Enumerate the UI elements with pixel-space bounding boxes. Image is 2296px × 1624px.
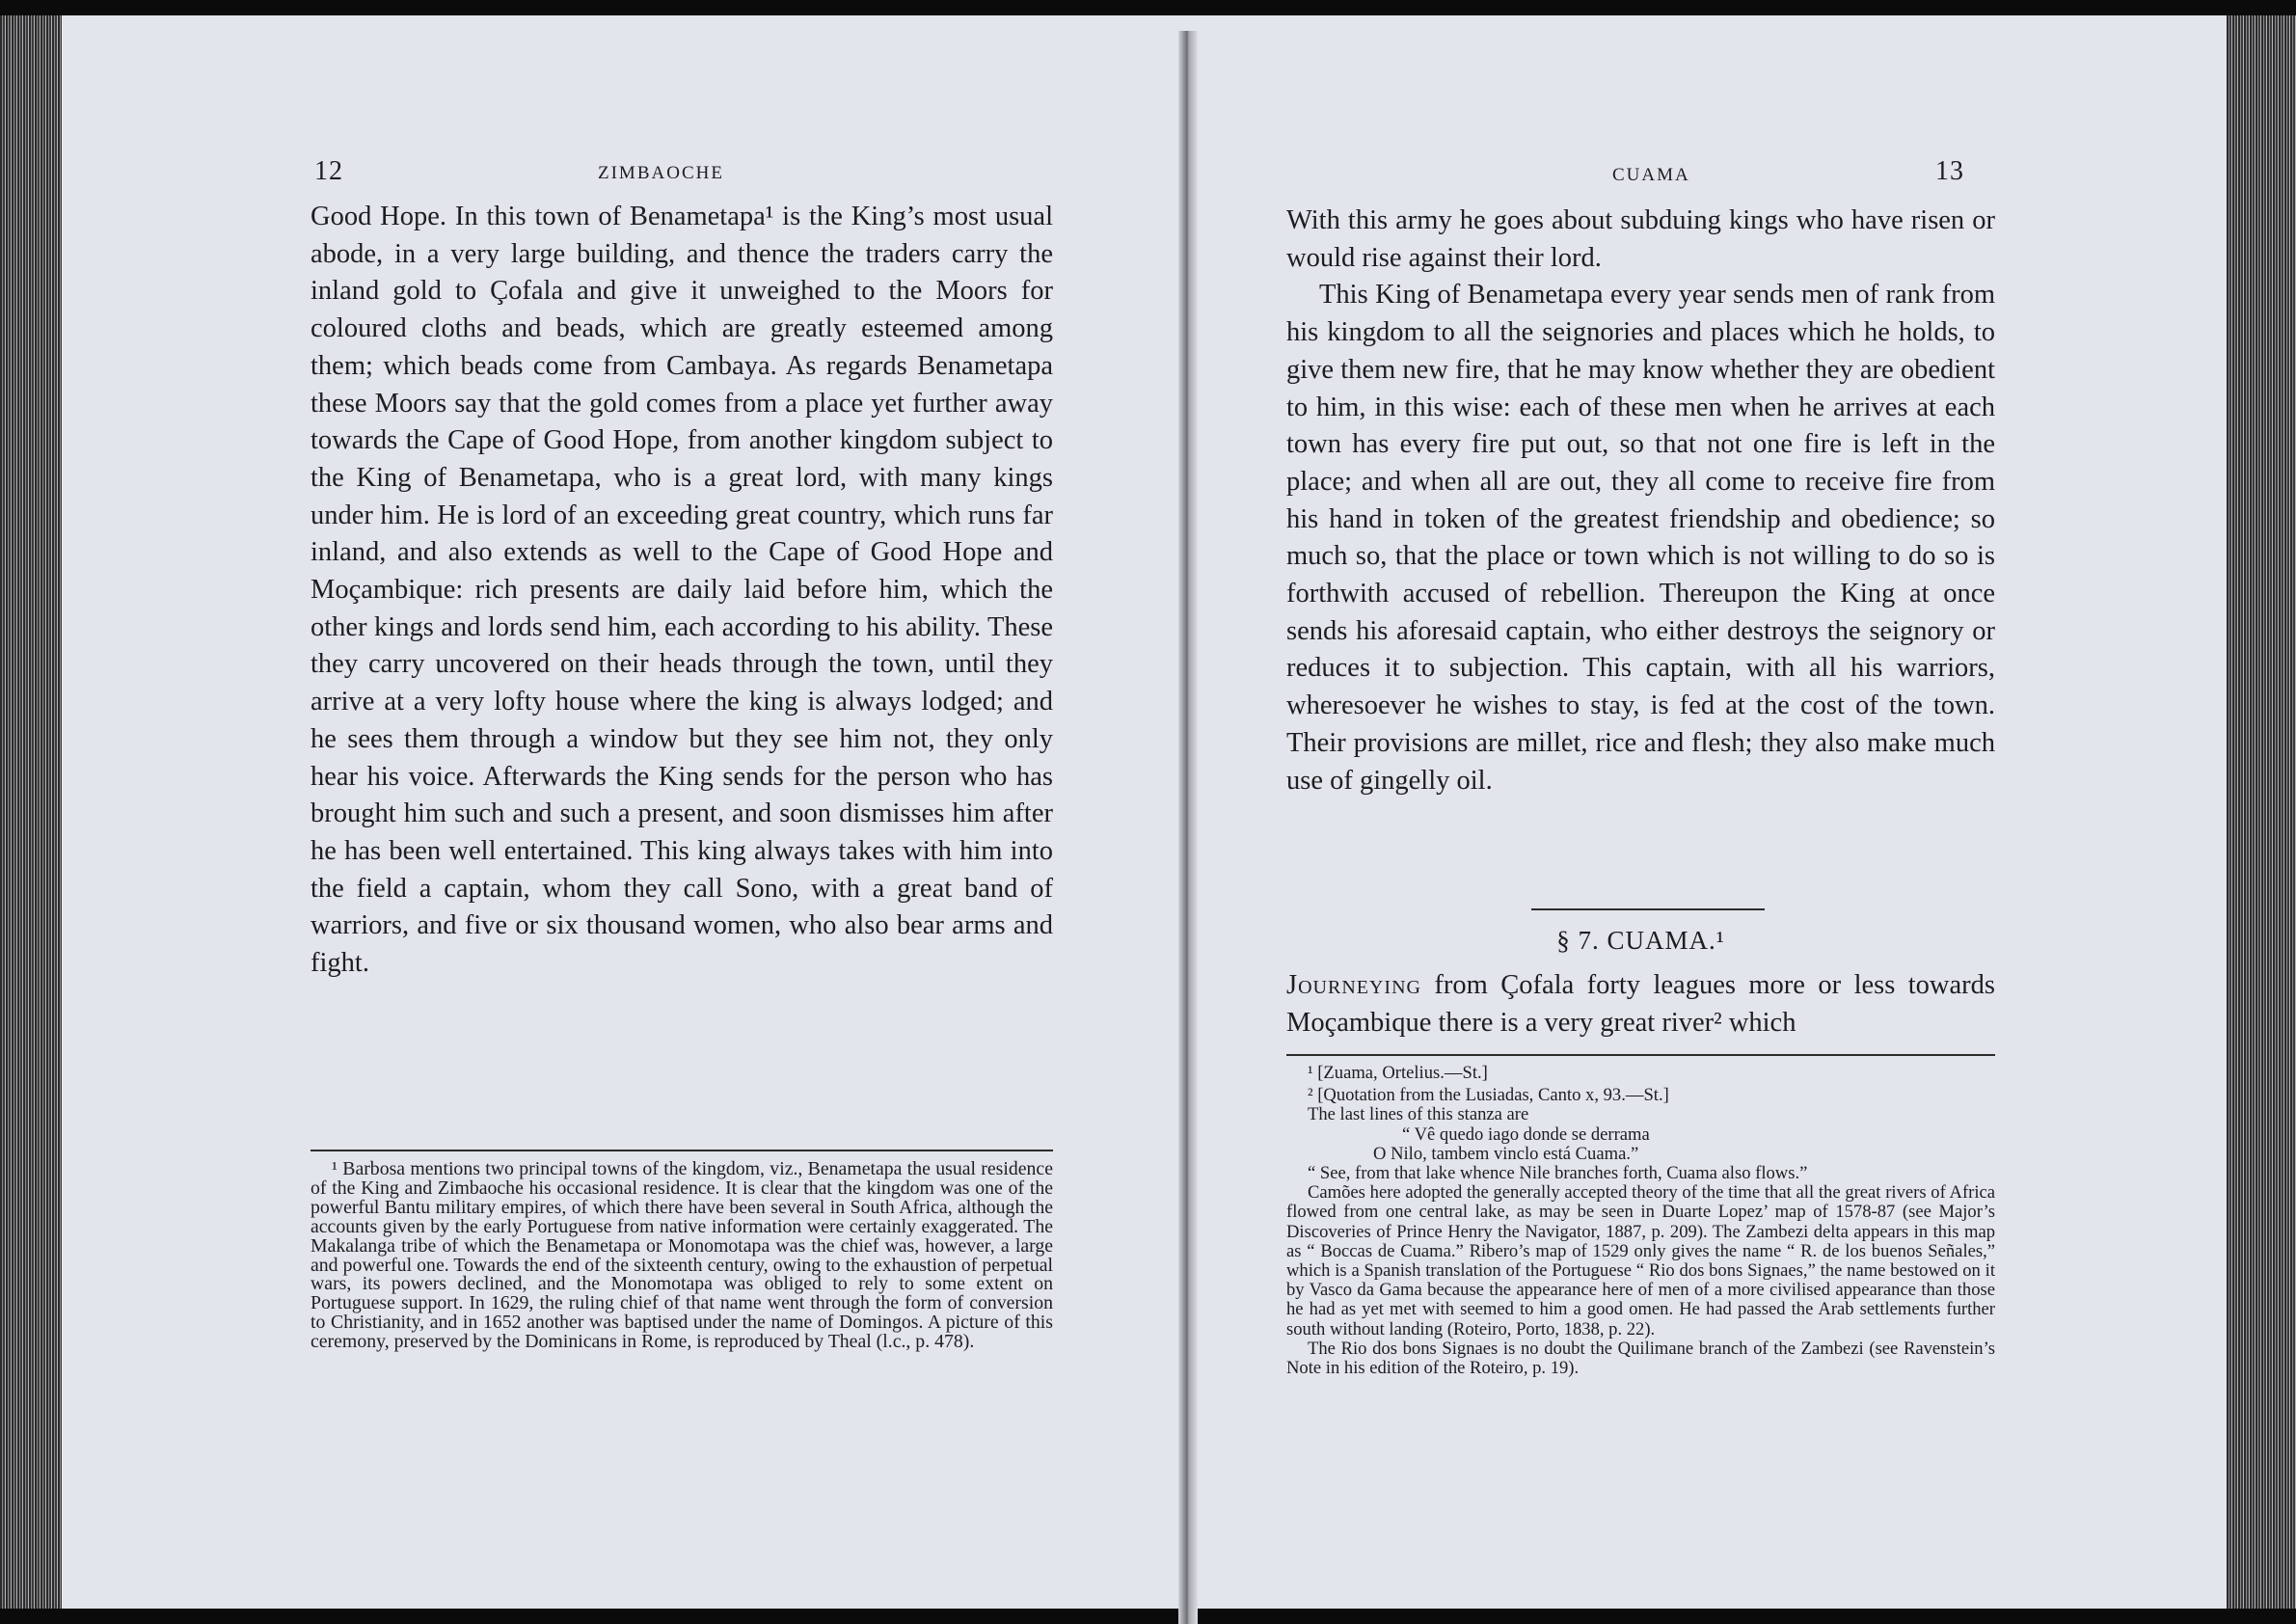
right-footnote-final: The Rio dos bons Signaes is no doubt the Quilimane branch of the Zambezi (see Ravenstein’s Note in his edition of the Roteiro, p. 19). [1286,1338,1995,1379]
right-footnote-2: ² [Quotation from the Lusiadas, Canto x, 93.—St.] [1308,1085,1669,1106]
footnote-rule-right [1286,1054,1995,1056]
section-text [1286,967,1995,1042]
section-first-word: Journeying [1286,970,1421,1000]
book-gutter [1178,31,1198,1624]
footnote-rule-left [311,1150,1053,1151]
right-footnotes [1286,1064,1995,1378]
running-head-left: ZIMBAOCHE [598,163,724,183]
left-footnote-1: ¹ Barbosa mentions two principal towns of the kingdom, viz., Benametapa the usual residence of the King and Zimbaoche his occasional residence. It is clear that the kingdom was one of the powerful Bantu military empires, of which there have been several in South Africa, although the accounts given by the early Portuguese from native information were certainly exaggerated. The Makalanga tribe of which the Benametapa or Monomotapa was the chief was, however, a large and powerful one. Towards the end of the sixteenth century, owing to the exhaustion of perpetual wars, its powers declined, and the Monomotapa was obliged to rely to some extent on Portuguese support. In 1629, the ruling chief of that name went through the form of conversion to Christianity, and in 1652 another was baptised under the name of Domingos. A picture of this ceremony, preserved by the Dominicans in Rome, is reproduced by Theal (l.c., p. 478). [311,1158,1053,1353]
page-edges-right [2227,15,2296,1609]
right-footnote-2-intro: The last lines of this stanza are [1308,1104,1529,1125]
right-paragraph-1: With this army he goes about subduing kings who have risen or would rise against their lord. [1286,205,1995,273]
right-footnote-1: ¹ [Zuama, Ortelius.—St.] [1308,1063,1488,1083]
right-footnote-commentary: Camões here adopted the generally accepted theory of the time that all the great rivers of Africa flowed from one central lake, as may be seen in Duarte Lopez’ map of 1578-87 (see Major’s Discoveries of Prince Henry the Navigator, 1887, p. 209). The Zambezi delta appears in this map as “ Boccas de Cuama.” Ribero’s map of 1529 only gives the name “ R. de los buenos Señales,” which is a Spanish translation of the Portuguese “ Rio dos bons Signaes,” the name bestowed on it by Vasco da Gama because the appearance here of men of a more civilised appearance than those he had as yet met with seemed to him a good omen. He had passed the Arab settlements further south without landing (Roteiro, Porto, 1838, p. 22). [1286,1182,1995,1340]
left-footnotes [311,1160,1053,1352]
page-edges-left [0,15,62,1609]
section-divider [1531,908,1765,910]
page-number-left: 12 [314,156,343,186]
book-spread [37,15,2237,1609]
left-body-text [311,199,1053,983]
right-paragraph-2: This King of Benametapa every year sends men of rank from his kingdom to all the seignories and places which he holds, to give them new fire, that he may know whether they are obedient to him, in this wise: each of these men when he arrives at each town has every fire put out, so that not one fire is left in the place; and when all are out, they all come to receive fire from his hand in token of the greatest friendship and obedience; so much so, that the place or town which is not willing to do so is forthwith accused of rebellion. Thereupon the King at once sends his aforesaid captain, who either destroys the seignory or reduces it to subjection. This captain, with all his warriors, wheresoever he wishes to stay, is fed at the cost of the town. Their provisions are millet, rice and flesh; they also make much use of gingelly oil. [1286,280,1995,796]
stanza-translation: “ See, from that lake whence Nile branches forth, Cuama also flows.” [1308,1163,1808,1184]
page-number-right: 13 [1935,156,1964,186]
running-head-right: CUAMA [1612,165,1690,185]
left-body-paragraph: Good Hope. In this town of Benametapa¹ is the King’s most usual abode, in a very large building, and thence the traders carry the inland gold to Çofala and give it unweighed to the Moors for coloured cloths and beads, which are greatly esteemed among them; which beads come from Cambaya. As regards Benametapa these Moors say that the gold comes from a place yet further away towards the Cape of Good Hope, from another kingdom subject to the King of Benametapa, who is a great lord, with many kings under him. He is lord of an exceeding great country, which runs far inland, and also extends as well to the Cape of Good Hope and Moçambique: rich presents are daily laid before him, which the other kings and lords send him, each according to his ability. These they carry uncovered on their heads through the town, until they arrive at a very lofty house where the king is always lodged; and he sees them through a window but they see him not, they only hear his voice. Afterwards the King sends for the person who has brought him such and such a present, and soon dismisses him after he has been well entertained. This king always takes with him into the field a captain, whom they call Sono, with a great band of warriors, and five or six thousand women, who also bear arms and fight. [311,202,1053,979]
section-heading: § 7. CUAMA.¹ [1556,926,1725,955]
right-body-text [1286,203,1995,799]
stanza-line-1: “ Vê quedo iago donde se derrama [1402,1123,1650,1145]
section-body: from Çofala forty leagues more or less towards Moçambique there is a very great river² which [1286,970,1995,1038]
stanza-line-2: O Nilo, tambem vinclo está Cuama.” [1373,1143,1639,1164]
